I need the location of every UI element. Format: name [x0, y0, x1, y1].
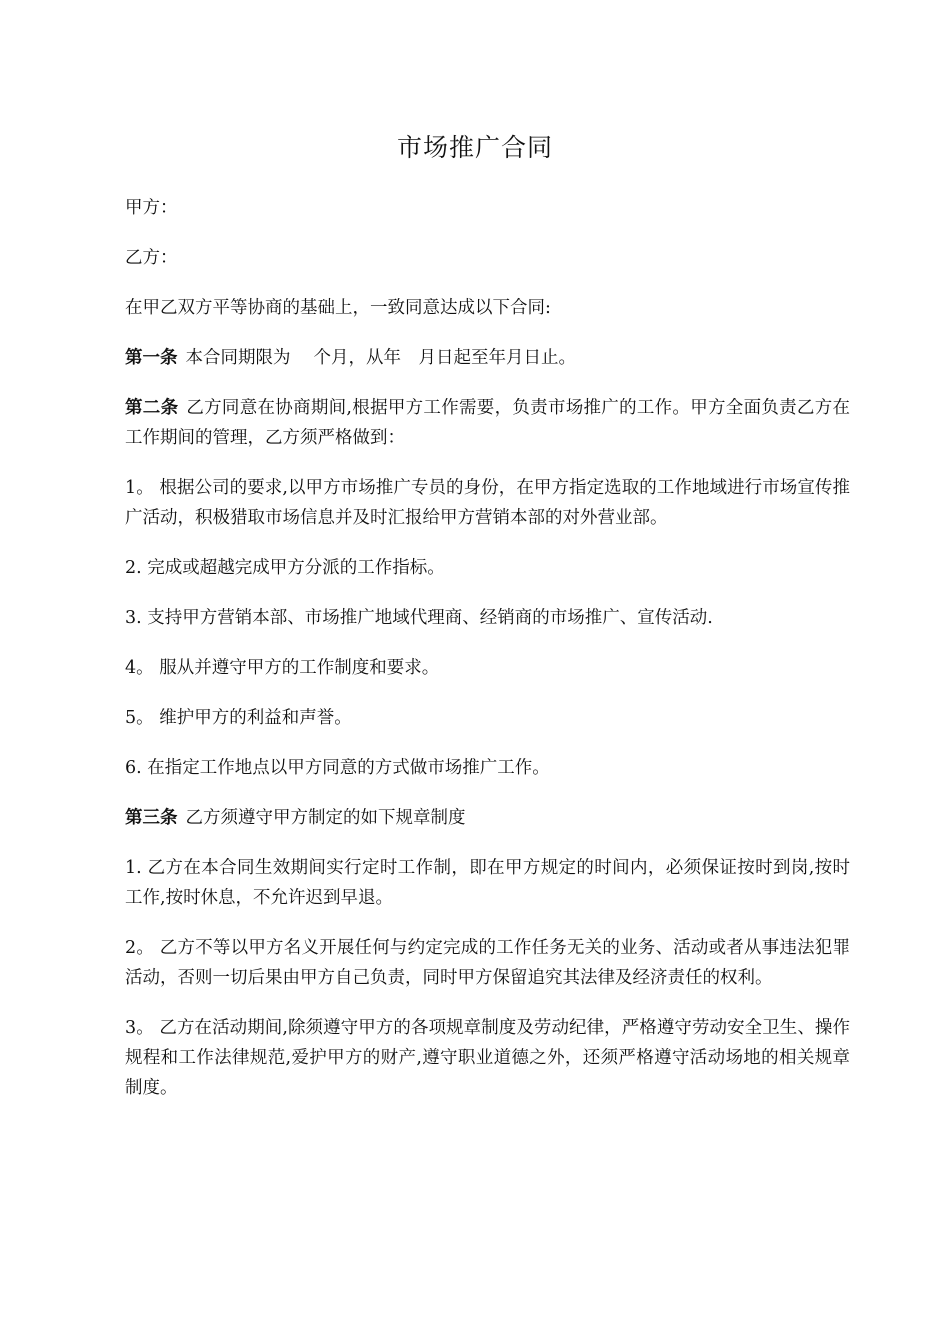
document-body — [125, 193, 850, 1123]
duty-item-4: 4。 服从并遵守甲方的工作制度和要求。 — [125, 658, 440, 678]
duty-item-1: 1。 根据公司的要求,以甲方市场推广专员的身份，在甲方指定选取的工作地域进行市场宣传推广活动，积极猎取市场信息并及时汇报给甲方营销本部的对外营业部。 — [125, 478, 850, 528]
duty-item-6: 6. 在指定工作地点以甲方同意的方式做市场推广工作。 — [125, 758, 550, 778]
duty-item-2: 2. 完成或超越完成甲方分派的工作指标。 — [125, 558, 445, 578]
document-title: 市场推广合同 — [396, 133, 553, 162]
article-2 — [125, 393, 850, 453]
rule-item-1: 1. 乙方在本合同生效期间实行定时工作制，即在甲方规定的时间内，必须保证按时到岗,按时工作,按时休息，不允许迟到早退。 — [125, 858, 850, 908]
article-2-label: 第二条 — [125, 398, 179, 418]
article-3-text: 乙方须遵守甲方制定的如下规章制度 — [185, 808, 466, 828]
rule-item-3: 3。 乙方在活动期间,除须遵守甲方的各项规章制度及劳动纪律，严格遵守劳动安全卫生、操作规程和工作法律规范,爱护甲方的财产,遵守职业道德之外，还须严格遵守活动场地的相关规章制度。 — [125, 1018, 850, 1098]
duty-item-5: 5。 维护甲方的利益和声誉。 — [125, 708, 352, 728]
article-1 — [125, 343, 850, 373]
duty-item-3: 3. 支持甲方营销本部、市场推广地域代理商、经销商的市场推广、宣传活动. — [125, 608, 713, 628]
intro-paragraph: 在甲乙双方平等协商的基础上，一致同意达成以下合同: — [125, 298, 551, 318]
party-a-line: 甲方： — [125, 198, 178, 218]
article-3 — [125, 803, 850, 833]
article-1-text: 本合同期限为 个月，从年 月日起至年月日止。 — [185, 348, 577, 368]
article-3-label: 第三条 — [125, 808, 178, 828]
article-1-label: 第一条 — [125, 348, 178, 368]
rule-item-2: 2。 乙方不等以甲方名义开展任何与约定完成的工作任务无关的业务、活动或者从事违法犯罪活动，否则一切后果由甲方自己负责，同时甲方保留追究其法律及经济责任的权利。 — [125, 938, 850, 988]
party-b-line: 乙方： — [125, 248, 178, 268]
article-2-text: 乙方同意在协商期间,根据甲方工作需要，负责市场推广的工作。甲方全面负责乙方在工作期间的管理，乙方须严格做到： — [125, 398, 850, 448]
